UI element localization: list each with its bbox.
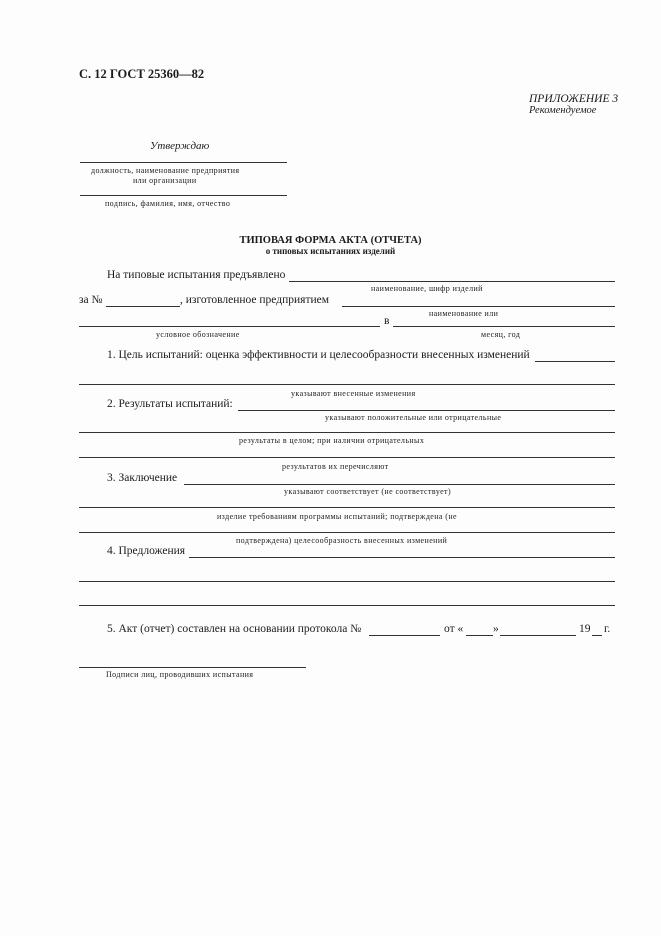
approval-signature-line [80,195,287,196]
hint-name-or: наименование или [429,309,499,318]
appendix-subtitle: Рекомендуемое [529,105,597,116]
hint-signature: подпись, фамилия, имя, отчество [105,199,231,208]
section-3-hint-3: подтверждена) целесообразность внесенных изменений [236,536,448,545]
section-3-text: 3. Заключение [107,472,178,484]
section-4-line-b [79,581,615,582]
signatures-hint: Подписи лиц, проводивших испытания [106,670,254,679]
section-4-line-c [79,605,615,606]
section-4-text: 4. Предложения [107,545,186,557]
section-3-line-c [79,532,615,533]
section-1-text: 1. Цель испытаний: оценка эффективности и целесообразности внесенных изменений [107,349,530,361]
section-2-line-a [238,410,615,411]
section-3-hint-1: указывают соответствует (не соответствует) [284,487,452,496]
section-1-hint: указывают внесенные изменения [291,389,416,398]
product-name-line [289,281,615,282]
year-prefix: 19 [579,623,591,635]
month-line [500,635,576,636]
section-1-line-a [535,361,615,362]
hint-product-name: наименование, шифр изделий [371,284,483,293]
designation-line [79,326,380,327]
section-3-line-a [184,484,615,485]
section-2-hint-2: результаты в целом; при наличии отрицательных [239,436,425,445]
section-5-text: 5. Акт (отчет) составлен на основании протокола № [107,623,362,635]
year-suffix: г. [604,623,611,635]
section-2-text: 2. Результаты испытаний: [107,398,233,410]
signatures-line [79,667,306,668]
section-2-line-b [79,432,615,433]
made-by-text: , изготовленное предприятием [180,294,330,306]
number-line [106,306,180,307]
day-line [466,635,493,636]
section-5-from: от « [444,623,464,635]
hint-org: или организации [133,176,197,185]
page-header: С. 12 ГОСТ 25360—82 [79,67,205,81]
hint-position: должность, наименование предприятия [91,166,240,175]
form-title: ТИПОВАЯ ФОРМА АКТА (ОТЧЕТА) [239,235,422,246]
section-4-line-a [189,557,615,558]
section-2-line-c [79,457,615,458]
protocol-number-line [369,635,440,636]
enterprise-line [342,306,615,307]
approval-label: Утверждаю [150,140,210,152]
section-1-line-b [79,384,615,385]
quote-close: » [493,623,499,635]
form-subtitle: о типовых испытаниях изделий [265,246,396,256]
hint-month-year: месяц, год [481,330,521,339]
section-2-hint-1: указывают положительные или отрицательные [325,413,502,422]
section-3-hint-2: изделие требованиям программы испытаний; подтверждена (не [217,512,457,521]
month-year-line [393,326,615,327]
section-2-hint-3: результатов их перечисляют [282,462,389,471]
appendix-title: ПРИЛОЖЕНИЕ 3 [529,93,619,105]
presented-text: На типовые испытания предъявлено [107,269,286,281]
section-3-line-b [79,507,615,508]
in-word: в [384,315,390,327]
hint-designation: условное обозначение [156,330,240,339]
year-line [592,635,602,636]
num-prefix: за № [79,294,103,306]
approval-position-line [80,162,287,163]
